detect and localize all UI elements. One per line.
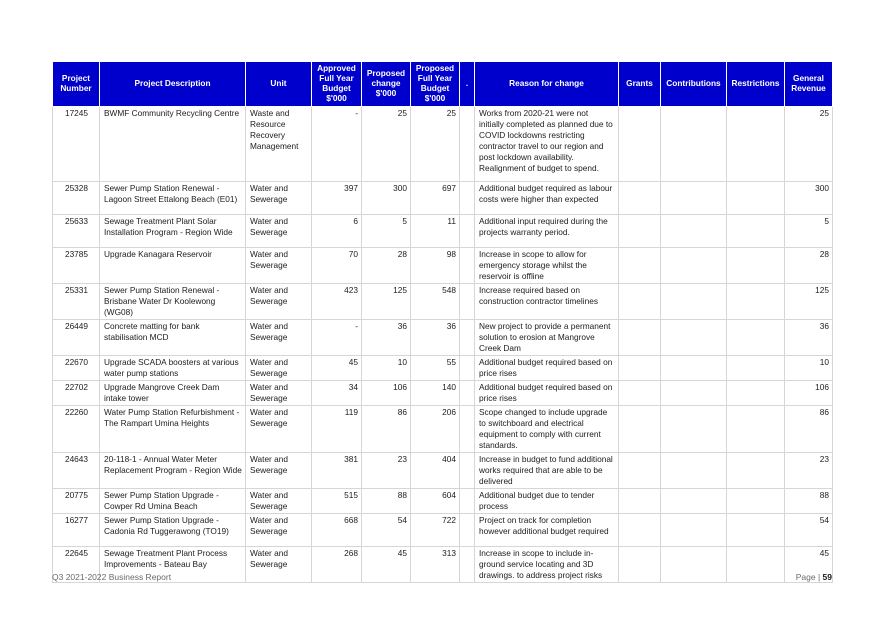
cell-project-description: Water Pump Station Refurbishment - The Rampart Umina Heights	[100, 406, 246, 453]
cell-unit: Water and Sewerage	[246, 406, 312, 453]
cell-proposed-change: 125	[362, 284, 411, 320]
cell-project-description: Sewer Pump Station Renewal - Lagoon Street Ettalong Beach (E01)	[100, 182, 246, 215]
cell-approved-budget: 45	[312, 356, 362, 381]
cell-general-revenue: 86	[785, 406, 833, 453]
cell-contributions	[661, 215, 727, 248]
cell-restrictions	[727, 107, 785, 182]
cell-proposed-change: 300	[362, 182, 411, 215]
cell-reason: Increase in scope to allow for emergency storage whilst the reservoir is offline	[475, 248, 619, 284]
budget-variation-table	[52, 61, 833, 583]
header-reason: Reason for change	[475, 62, 619, 107]
cell-reason: Additional budget due to tender process	[475, 489, 619, 514]
cell-approved-budget: 119	[312, 406, 362, 453]
cell-proposed-budget: 206	[411, 406, 460, 453]
cell-restrictions	[727, 514, 785, 547]
cell-blank	[460, 489, 475, 514]
cell-approved-budget: 515	[312, 489, 362, 514]
cell-proposed-change: 86	[362, 406, 411, 453]
cell-grants	[619, 215, 661, 248]
cell-restrictions	[727, 215, 785, 248]
cell-grants	[619, 356, 661, 381]
footer-report-title: Q3 2021-2022 Business Report	[52, 572, 172, 582]
header-grants: Grants	[619, 62, 661, 107]
cell-blank	[460, 248, 475, 284]
cell-grants	[619, 547, 661, 583]
cell-proposed-budget: 404	[411, 453, 460, 489]
cell-general-revenue: 88	[785, 489, 833, 514]
table-row	[53, 381, 833, 406]
cell-project-description: Upgrade Mangrove Creek Dam intake tower	[100, 381, 246, 406]
cell-unit: Water and Sewerage	[246, 547, 312, 583]
cell-project-description: Sewer Pump Station Upgrade - Cowper Rd Umina Beach	[100, 489, 246, 514]
cell-proposed-change: 10	[362, 356, 411, 381]
cell-reason: Additional budget required as labour costs were higher than expected	[475, 182, 619, 215]
cell-general-revenue: 54	[785, 514, 833, 547]
cell-reason: New project to provide a permanent solution to erosion at Mangrove Creek Dam	[475, 320, 619, 356]
cell-reason: Works from 2020-21 were not initially completed as planned due to COVID lockdowns restricting contractor travel to our region and post lockdown availability. Realignment of budget to spend.	[475, 107, 619, 182]
cell-unit: Water and Sewerage	[246, 284, 312, 320]
cell-project-number: 22260	[53, 406, 100, 453]
cell-general-revenue: 28	[785, 248, 833, 284]
cell-general-revenue: 36	[785, 320, 833, 356]
cell-grants	[619, 406, 661, 453]
cell-proposed-change: 88	[362, 489, 411, 514]
cell-unit: Waste and Resource Recovery Management	[246, 107, 312, 182]
cell-blank	[460, 356, 475, 381]
cell-reason: Increase required based on construction contractor timelines	[475, 284, 619, 320]
cell-project-number: 25331	[53, 284, 100, 320]
cell-proposed-change: 23	[362, 453, 411, 489]
cell-restrictions	[727, 381, 785, 406]
header-general-revenue: General Revenue	[785, 62, 833, 107]
cell-contributions	[661, 248, 727, 284]
cell-blank	[460, 381, 475, 406]
table-row	[53, 284, 833, 320]
cell-approved-budget: 6	[312, 215, 362, 248]
header-approved-budget: Approved Full Year Budget $'000	[312, 62, 362, 107]
cell-grants	[619, 320, 661, 356]
cell-blank	[460, 406, 475, 453]
table-body	[53, 107, 833, 583]
cell-contributions	[661, 284, 727, 320]
cell-contributions	[661, 514, 727, 547]
cell-blank	[460, 215, 475, 248]
cell-unit: Water and Sewerage	[246, 489, 312, 514]
cell-project-description: Concrete matting for bank stabilisation MCD	[100, 320, 246, 356]
table-row	[53, 320, 833, 356]
cell-project-description: Sewer Pump Station Upgrade - Cadonia Rd Tuggerawong (TO19)	[100, 514, 246, 547]
cell-proposed-change: 36	[362, 320, 411, 356]
cell-reason: Additional input required during the projects warranty period.	[475, 215, 619, 248]
cell-reason: Increase in scope to include in-ground service locating and 3D drawings. to address project risks	[475, 547, 619, 583]
cell-proposed-budget: 548	[411, 284, 460, 320]
cell-grants	[619, 284, 661, 320]
cell-project-number: 17245	[53, 107, 100, 182]
cell-proposed-budget: 36	[411, 320, 460, 356]
cell-contributions	[661, 320, 727, 356]
cell-approved-budget: 397	[312, 182, 362, 215]
cell-proposed-budget: 140	[411, 381, 460, 406]
cell-general-revenue: 10	[785, 356, 833, 381]
table-row	[53, 453, 833, 489]
cell-project-number: 22645	[53, 547, 100, 583]
header-blank: .	[460, 62, 475, 107]
cell-blank	[460, 453, 475, 489]
cell-blank	[460, 107, 475, 182]
cell-proposed-change: 106	[362, 381, 411, 406]
cell-project-number: 25328	[53, 182, 100, 215]
cell-proposed-change: 45	[362, 547, 411, 583]
cell-project-description: Sewage Treatment Plant Process Improvements - Bateau Bay	[100, 547, 246, 583]
header-proposed-budget: Proposed Full Year Budget $'000	[411, 62, 460, 107]
cell-approved-budget: -	[312, 107, 362, 182]
cell-project-number: 20775	[53, 489, 100, 514]
cell-contributions	[661, 406, 727, 453]
table-row	[53, 489, 833, 514]
cell-contributions	[661, 356, 727, 381]
cell-project-description: Upgrade Kanagara Reservoir	[100, 248, 246, 284]
cell-unit: Water and Sewerage	[246, 453, 312, 489]
header-project-number: Project Number	[53, 62, 100, 107]
cell-project-number: 25633	[53, 215, 100, 248]
cell-grants	[619, 107, 661, 182]
cell-contributions	[661, 182, 727, 215]
table-row	[53, 514, 833, 547]
cell-project-description: 20-118-1 - Annual Water Meter Replacement Program - Region Wide	[100, 453, 246, 489]
cell-restrictions	[727, 320, 785, 356]
cell-contributions	[661, 453, 727, 489]
cell-proposed-change: 5	[362, 215, 411, 248]
cell-blank	[460, 514, 475, 547]
cell-proposed-budget: 11	[411, 215, 460, 248]
table-row	[53, 406, 833, 453]
cell-restrictions	[727, 453, 785, 489]
cell-general-revenue: 5	[785, 215, 833, 248]
cell-proposed-budget: 25	[411, 107, 460, 182]
cell-project-number: 22670	[53, 356, 100, 381]
cell-proposed-budget: 722	[411, 514, 460, 547]
cell-reason: Project on track for completion however additional budget required	[475, 514, 619, 547]
cell-general-revenue: 45	[785, 547, 833, 583]
cell-unit: Water and Sewerage	[246, 248, 312, 284]
table-row	[53, 356, 833, 381]
cell-unit: Water and Sewerage	[246, 514, 312, 547]
cell-approved-budget: 381	[312, 453, 362, 489]
cell-project-number: 22702	[53, 381, 100, 406]
cell-proposed-budget: 697	[411, 182, 460, 215]
cell-project-description: Sewage Treatment Plant Solar Installation Program - Region Wide	[100, 215, 246, 248]
table-row	[53, 215, 833, 248]
cell-project-number: 26449	[53, 320, 100, 356]
cell-blank	[460, 284, 475, 320]
cell-grants	[619, 453, 661, 489]
cell-proposed-budget: 98	[411, 248, 460, 284]
cell-approved-budget: 668	[312, 514, 362, 547]
cell-blank	[460, 547, 475, 583]
footer-page-label: Page	[795, 572, 816, 582]
footer-page	[796, 572, 832, 582]
header-project-description: Project Description	[100, 62, 246, 107]
cell-grants	[619, 182, 661, 215]
cell-approved-budget: 70	[312, 248, 362, 284]
cell-project-number: 23785	[53, 248, 100, 284]
cell-grants	[619, 514, 661, 547]
cell-reason: Additional budget required based on price rises	[475, 356, 619, 381]
cell-restrictions	[727, 248, 785, 284]
cell-contributions	[661, 489, 727, 514]
cell-approved-budget: 34	[312, 381, 362, 406]
cell-project-description: BWMF Community Recycling Centre	[100, 107, 246, 182]
cell-reason: Scope changed to include upgrade to switchboard and electrical equipment to comply with current standards.	[475, 406, 619, 453]
cell-proposed-budget: 313	[411, 547, 460, 583]
cell-restrictions	[727, 356, 785, 381]
cell-approved-budget: -	[312, 320, 362, 356]
cell-blank	[460, 182, 475, 215]
table-row	[53, 182, 833, 215]
header-proposed-change: Proposed change $'000	[362, 62, 411, 107]
cell-proposed-change: 25	[362, 107, 411, 182]
cell-unit: Water and Sewerage	[246, 381, 312, 406]
cell-approved-budget: 268	[312, 547, 362, 583]
footer-page-separator: |	[817, 572, 821, 582]
cell-unit: Water and Sewerage	[246, 320, 312, 356]
cell-contributions	[661, 381, 727, 406]
cell-project-description: Upgrade SCADA boosters at various water pump stations	[100, 356, 246, 381]
cell-project-number: 24643	[53, 453, 100, 489]
cell-contributions	[661, 547, 727, 583]
table-row	[53, 107, 833, 182]
cell-grants	[619, 489, 661, 514]
cell-proposed-budget: 55	[411, 356, 460, 381]
table-row	[53, 248, 833, 284]
cell-grants	[619, 381, 661, 406]
cell-restrictions	[727, 406, 785, 453]
table-header-row	[53, 62, 833, 107]
cell-contributions	[661, 107, 727, 182]
cell-reason: Increase in budget to fund additional works required that are able to be delivered	[475, 453, 619, 489]
header-restrictions: Restrictions	[727, 62, 785, 107]
cell-unit: Water and Sewerage	[246, 356, 312, 381]
cell-proposed-budget: 604	[411, 489, 460, 514]
cell-unit: Water and Sewerage	[246, 215, 312, 248]
header-contributions: Contributions	[661, 62, 727, 107]
cell-approved-budget: 423	[312, 284, 362, 320]
cell-general-revenue: 25	[785, 107, 833, 182]
header-unit: Unit	[246, 62, 312, 107]
cell-grants	[619, 248, 661, 284]
cell-restrictions	[727, 489, 785, 514]
footer-page-number: 59	[822, 572, 832, 582]
cell-general-revenue: 300	[785, 182, 833, 215]
cell-restrictions	[727, 547, 785, 583]
cell-unit: Water and Sewerage	[246, 182, 312, 215]
cell-general-revenue: 23	[785, 453, 833, 489]
cell-blank	[460, 320, 475, 356]
cell-general-revenue: 125	[785, 284, 833, 320]
cell-project-description: Sewer Pump Station Renewal - Brisbane Water Dr Koolewong (WG08)	[100, 284, 246, 320]
cell-restrictions	[727, 182, 785, 215]
cell-restrictions	[727, 284, 785, 320]
cell-reason: Additional budget required based on price rises	[475, 381, 619, 406]
cell-general-revenue: 106	[785, 381, 833, 406]
cell-project-number: 16277	[53, 514, 100, 547]
cell-proposed-change: 54	[362, 514, 411, 547]
cell-proposed-change: 28	[362, 248, 411, 284]
